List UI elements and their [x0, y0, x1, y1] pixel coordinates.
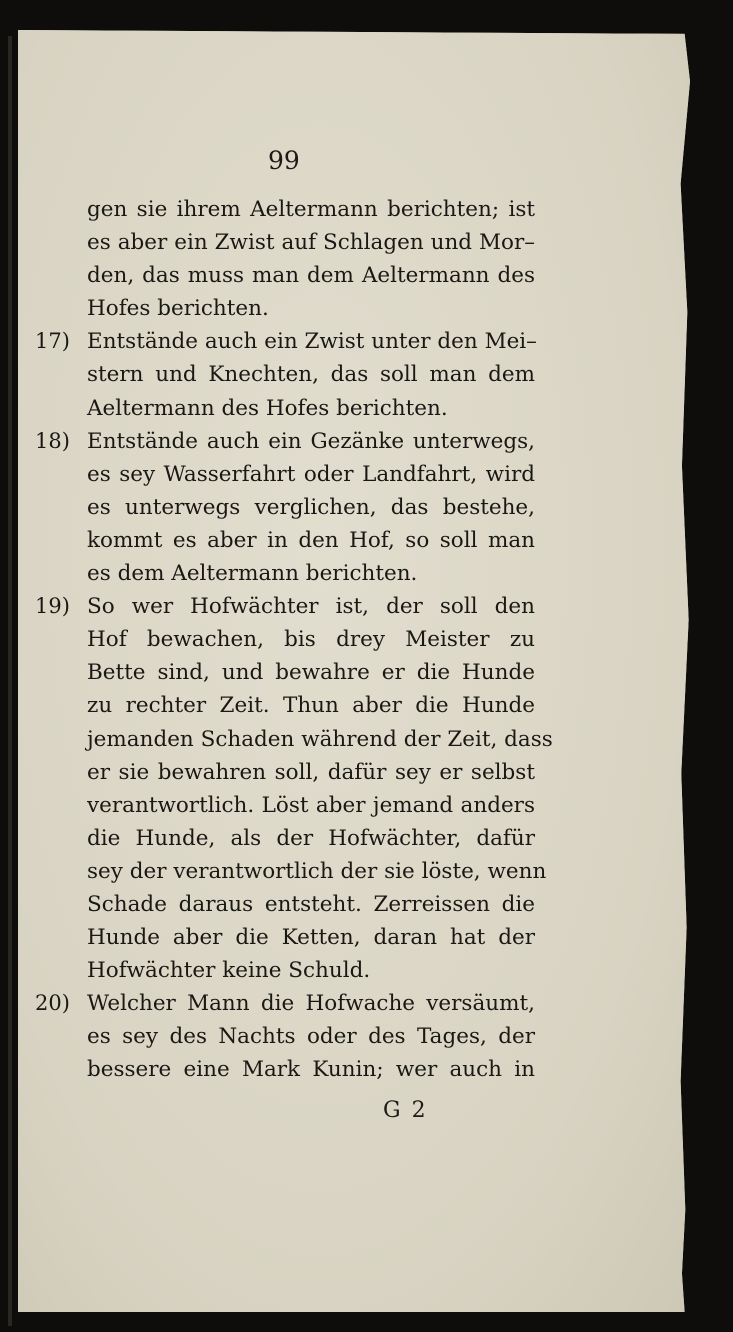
line-text: es unterwegs verglichen, das bestehe, — [87, 494, 535, 520]
line-text: bessere eine Mark Kunin; wer auch in — [87, 1057, 535, 1083]
line-text: Hofwächter keine Schuld. — [87, 958, 371, 984]
text-line — [35, 1053, 535, 1086]
text-line — [35, 822, 535, 855]
line-text: es dem Aeltermann berichten. — [87, 561, 418, 587]
line-text: So wer Hofwächter ist, der soll den — [87, 594, 535, 620]
text-line — [35, 789, 535, 822]
line-text: er sie bewahren soll, dafür sey er selbst — [87, 759, 535, 785]
text-line — [35, 954, 535, 987]
text-line — [35, 590, 535, 623]
text-line — [35, 723, 553, 756]
line-text: die Hunde, als der Hofwächter, dafür — [87, 825, 535, 851]
line-text: verantwortlich. Löst aber jemand anders — [87, 792, 535, 818]
line-text: Schade daraus entsteht. Zerreissen die — [87, 891, 535, 917]
text-line — [35, 325, 535, 358]
paragraph-number: 19) — [35, 594, 70, 619]
line-text: den, das muss man dem Aeltermann des — [87, 263, 535, 289]
text-line — [35, 689, 535, 722]
line-text: kommt es aber in den Hof, so soll man — [87, 527, 535, 553]
text-line — [35, 425, 535, 458]
text-line — [35, 921, 535, 954]
signature-mark: G 2 — [383, 1098, 428, 1123]
text-line — [35, 756, 535, 789]
text-line — [35, 888, 535, 921]
text-line — [35, 623, 535, 656]
line-text: Welcher Mann die Hofwache versäumt, — [87, 991, 535, 1017]
line-text: Entstände auch ein Gezänke unterwegs, — [87, 428, 535, 454]
line-text: Aeltermann des Hofes berichten. — [87, 395, 448, 421]
line-text: gen sie ihrem Aeltermann berichten; ist — [87, 197, 535, 222]
text-line — [35, 557, 535, 590]
line-text: Entstände auch ein Zwist unter den Mei– — [87, 329, 537, 355]
paragraph-number: 17) — [35, 329, 70, 354]
line-text: jemanden Schaden während der Zeit, dass — [87, 726, 553, 752]
text-line — [35, 259, 535, 292]
line-text: Bette sind, und bewahre er die Hunde — [87, 660, 535, 686]
paragraph-number: 20) — [35, 991, 70, 1016]
line-text: es aber ein Zwist auf Schlagen und Mor– — [87, 230, 535, 256]
text-line — [35, 226, 535, 259]
text-line — [35, 855, 547, 888]
text-line — [35, 292, 535, 325]
text-line — [35, 491, 535, 524]
line-text: sey der verantwortlich der sie löste, wenn — [87, 858, 547, 884]
text-line — [35, 392, 535, 425]
line-text: Hofes berichten. — [87, 296, 269, 322]
body-text — [35, 193, 553, 1087]
text-line — [35, 458, 535, 491]
line-text: es sey Wasserfahrt oder Landfahrt, wird — [87, 461, 535, 487]
text-line — [35, 193, 535, 226]
paragraph-number: 18) — [35, 428, 70, 453]
line-text: Hof bewachen, bis drey Meister zu — [87, 627, 535, 653]
text-line — [35, 1020, 535, 1053]
text-line — [35, 524, 535, 557]
line-text: Hunde aber die Ketten, daran hat der — [87, 925, 535, 951]
text-line — [35, 987, 535, 1020]
text-line — [35, 656, 535, 689]
line-text: zu rechter Zeit. Thun aber die Hunde — [87, 693, 535, 719]
page-number: 99 — [268, 146, 300, 175]
text-line — [35, 358, 535, 391]
book-spine-edge — [8, 36, 12, 1326]
line-text: stern und Knechten, das soll man dem — [87, 362, 535, 388]
line-text: es sey des Nachts oder des Tages, der — [87, 1024, 535, 1050]
